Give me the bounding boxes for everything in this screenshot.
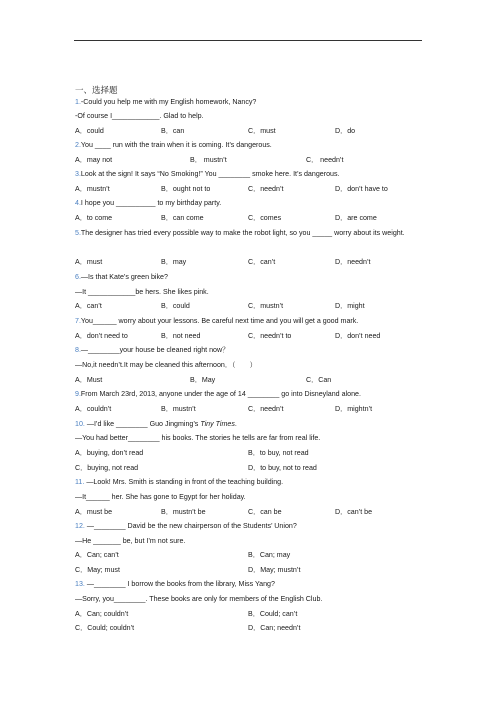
option-a[interactable]: A．mustn’t xyxy=(75,185,110,193)
option-c[interactable]: C．needn’t xyxy=(248,185,284,193)
question-text: -Could you help me with my English homework, Nancy? xyxy=(80,98,257,106)
question-10-line-2: —You had better________ his books. The stories he tells are far from real life. xyxy=(75,434,321,442)
option-d[interactable]: D．don’t have to xyxy=(335,185,388,193)
option-d[interactable]: D．Can; needn’t xyxy=(248,624,301,632)
question-text: —I’d like ________ Guo Jingming’s xyxy=(86,420,201,428)
option-d[interactable]: D．can’t be xyxy=(335,508,373,516)
question-text: You ____ run with the train when it is coming. It’s dangerous. xyxy=(80,141,272,149)
option-a[interactable]: A．buying, don’t read xyxy=(75,449,144,457)
option-c[interactable]: C．mustn’t xyxy=(248,302,284,310)
option-a[interactable]: A．to come xyxy=(75,214,113,222)
question-3 xyxy=(75,169,339,179)
question-number: 8. xyxy=(75,346,81,354)
option-c[interactable]: C．Could; couldn’t xyxy=(75,624,135,632)
question-11 xyxy=(75,477,283,487)
question-5 xyxy=(75,228,421,238)
option-b[interactable]: B． mustn’t xyxy=(190,156,227,164)
question-1-line-2: -Of course I____________. Glad to help. xyxy=(75,112,204,120)
question-text: I hope you __________ to my birthday party. xyxy=(80,199,222,207)
question-number: 12. xyxy=(75,522,85,530)
option-d[interactable]: D．do xyxy=(335,127,356,135)
option-b[interactable]: B．can come xyxy=(161,214,204,222)
option-a[interactable]: A．may not xyxy=(75,156,113,164)
option-b[interactable]: B．can xyxy=(161,127,185,135)
option-b[interactable]: B．mustn’t xyxy=(161,405,196,413)
option-b[interactable]: B．May xyxy=(190,376,216,384)
option-a[interactable]: A．must xyxy=(75,258,103,266)
question-11-line-2: —It______ her. She has gone to Egypt for her holiday. xyxy=(75,493,246,501)
question-number: 13. xyxy=(75,580,85,588)
question-text: You______ worry about your lessons. Be careful next time and you will get a good mark. xyxy=(80,317,359,325)
option-c[interactable]: C．buying, not read xyxy=(75,464,139,472)
option-a[interactable]: A．could xyxy=(75,127,104,135)
option-d[interactable]: D．are come xyxy=(335,214,377,222)
option-c[interactable]: C． needn’t xyxy=(306,156,344,164)
book-title: Tiny Times xyxy=(200,420,235,428)
question-6-line-2: —It ____________be hers. She likes pink. xyxy=(75,288,209,296)
question-number: 6. xyxy=(75,273,81,281)
question-number: 3. xyxy=(75,170,81,178)
question-1 xyxy=(75,97,256,107)
question-number: 11. xyxy=(75,478,85,486)
question-number: 10. xyxy=(75,420,85,428)
question-10: 10. —I’d like ________ Guo Jingming’s Tiny Times. xyxy=(75,420,237,428)
option-d[interactable]: D．to buy, not to read xyxy=(248,464,317,472)
question-2 xyxy=(75,140,272,150)
question-6 xyxy=(75,272,168,282)
option-b[interactable]: B．Could; can’t xyxy=(248,610,298,618)
option-c[interactable]: C．can be xyxy=(248,508,282,516)
question-text: —________ David be the new chairperson of the Students’ Union? xyxy=(86,522,297,530)
option-b[interactable]: B．ought not to xyxy=(161,185,211,193)
question-number: 2. xyxy=(75,141,81,149)
option-a[interactable]: A．Must xyxy=(75,376,103,384)
option-b[interactable]: B．mustn’t be xyxy=(161,508,206,516)
question-7 xyxy=(75,316,358,326)
question-text: —Is that Kate’s green bike? xyxy=(80,273,168,281)
question-12 xyxy=(75,521,297,531)
option-d[interactable]: D．May; mustn’t xyxy=(248,566,301,574)
question-text: —________your house be cleaned right now？ xyxy=(80,346,230,354)
question-8-line-2: —No,it needn’t.It may be cleaned this afternoon．（ ） xyxy=(75,361,257,369)
question-number: 9. xyxy=(75,390,81,398)
question-12-line-2: —He _______ be, but I’m not sure. xyxy=(75,537,186,545)
question-9 xyxy=(75,389,361,399)
option-c[interactable]: C．must xyxy=(248,127,276,135)
option-d[interactable]: D．might xyxy=(335,302,365,310)
option-d[interactable]: D．mightn’t xyxy=(335,405,373,413)
option-b[interactable]: B．Can; may xyxy=(248,551,291,559)
option-c[interactable]: C．May; must xyxy=(75,566,120,574)
question-text: From March 23rd, 2013, anyone under the age of 14 ________ go into Disneyland alone. xyxy=(80,390,361,398)
option-c[interactable]: C．needn’t to xyxy=(248,332,292,340)
question-8 xyxy=(75,345,229,355)
option-d[interactable]: D．don’t need xyxy=(335,332,381,340)
option-d[interactable]: D．needn’t xyxy=(335,258,371,266)
question-text: Look at the sign! It says “No Smoking!” You ________ smoke here. It’s dangerous. xyxy=(80,170,340,178)
header-rule xyxy=(74,40,422,41)
question-text: —Look! Mrs. Smith is standing in front of the teaching building. xyxy=(86,478,284,486)
option-c[interactable]: C．Can xyxy=(306,376,332,384)
question-text: —________ I borrow the books from the library, Miss Yang? xyxy=(86,580,275,588)
option-a[interactable]: A．don’t need to xyxy=(75,332,128,340)
option-b[interactable]: B．not need xyxy=(161,332,201,340)
question-text: The designer has tried every possible way to make the robot light, so you _____ worry about its weight. xyxy=(80,229,405,237)
option-a[interactable]: A．Can; can’t xyxy=(75,551,119,559)
question-number: 5. xyxy=(75,229,81,237)
section-title: 一、选择题 xyxy=(75,85,118,95)
question-number: 7. xyxy=(75,317,81,325)
option-c[interactable]: C．needn’t xyxy=(248,405,284,413)
question-number: 1. xyxy=(75,98,81,106)
option-b[interactable]: B．may xyxy=(161,258,187,266)
question-number: 4. xyxy=(75,199,81,207)
option-a[interactable]: A．Can; couldn’t xyxy=(75,610,129,618)
option-b[interactable]: B．to buy, not read xyxy=(248,449,309,457)
question-13-line-2: —Sorry, you________. These books are only for members of the English Club. xyxy=(75,595,323,603)
question-13 xyxy=(75,579,275,589)
option-b[interactable]: B．could xyxy=(161,302,190,310)
option-a[interactable]: A．couldn’t xyxy=(75,405,112,413)
question-4 xyxy=(75,198,221,208)
option-a[interactable]: A．can’t xyxy=(75,302,102,310)
option-c[interactable]: C．can’t xyxy=(248,258,276,266)
option-c[interactable]: C．comes xyxy=(248,214,282,222)
option-a[interactable]: A．must be xyxy=(75,508,113,516)
